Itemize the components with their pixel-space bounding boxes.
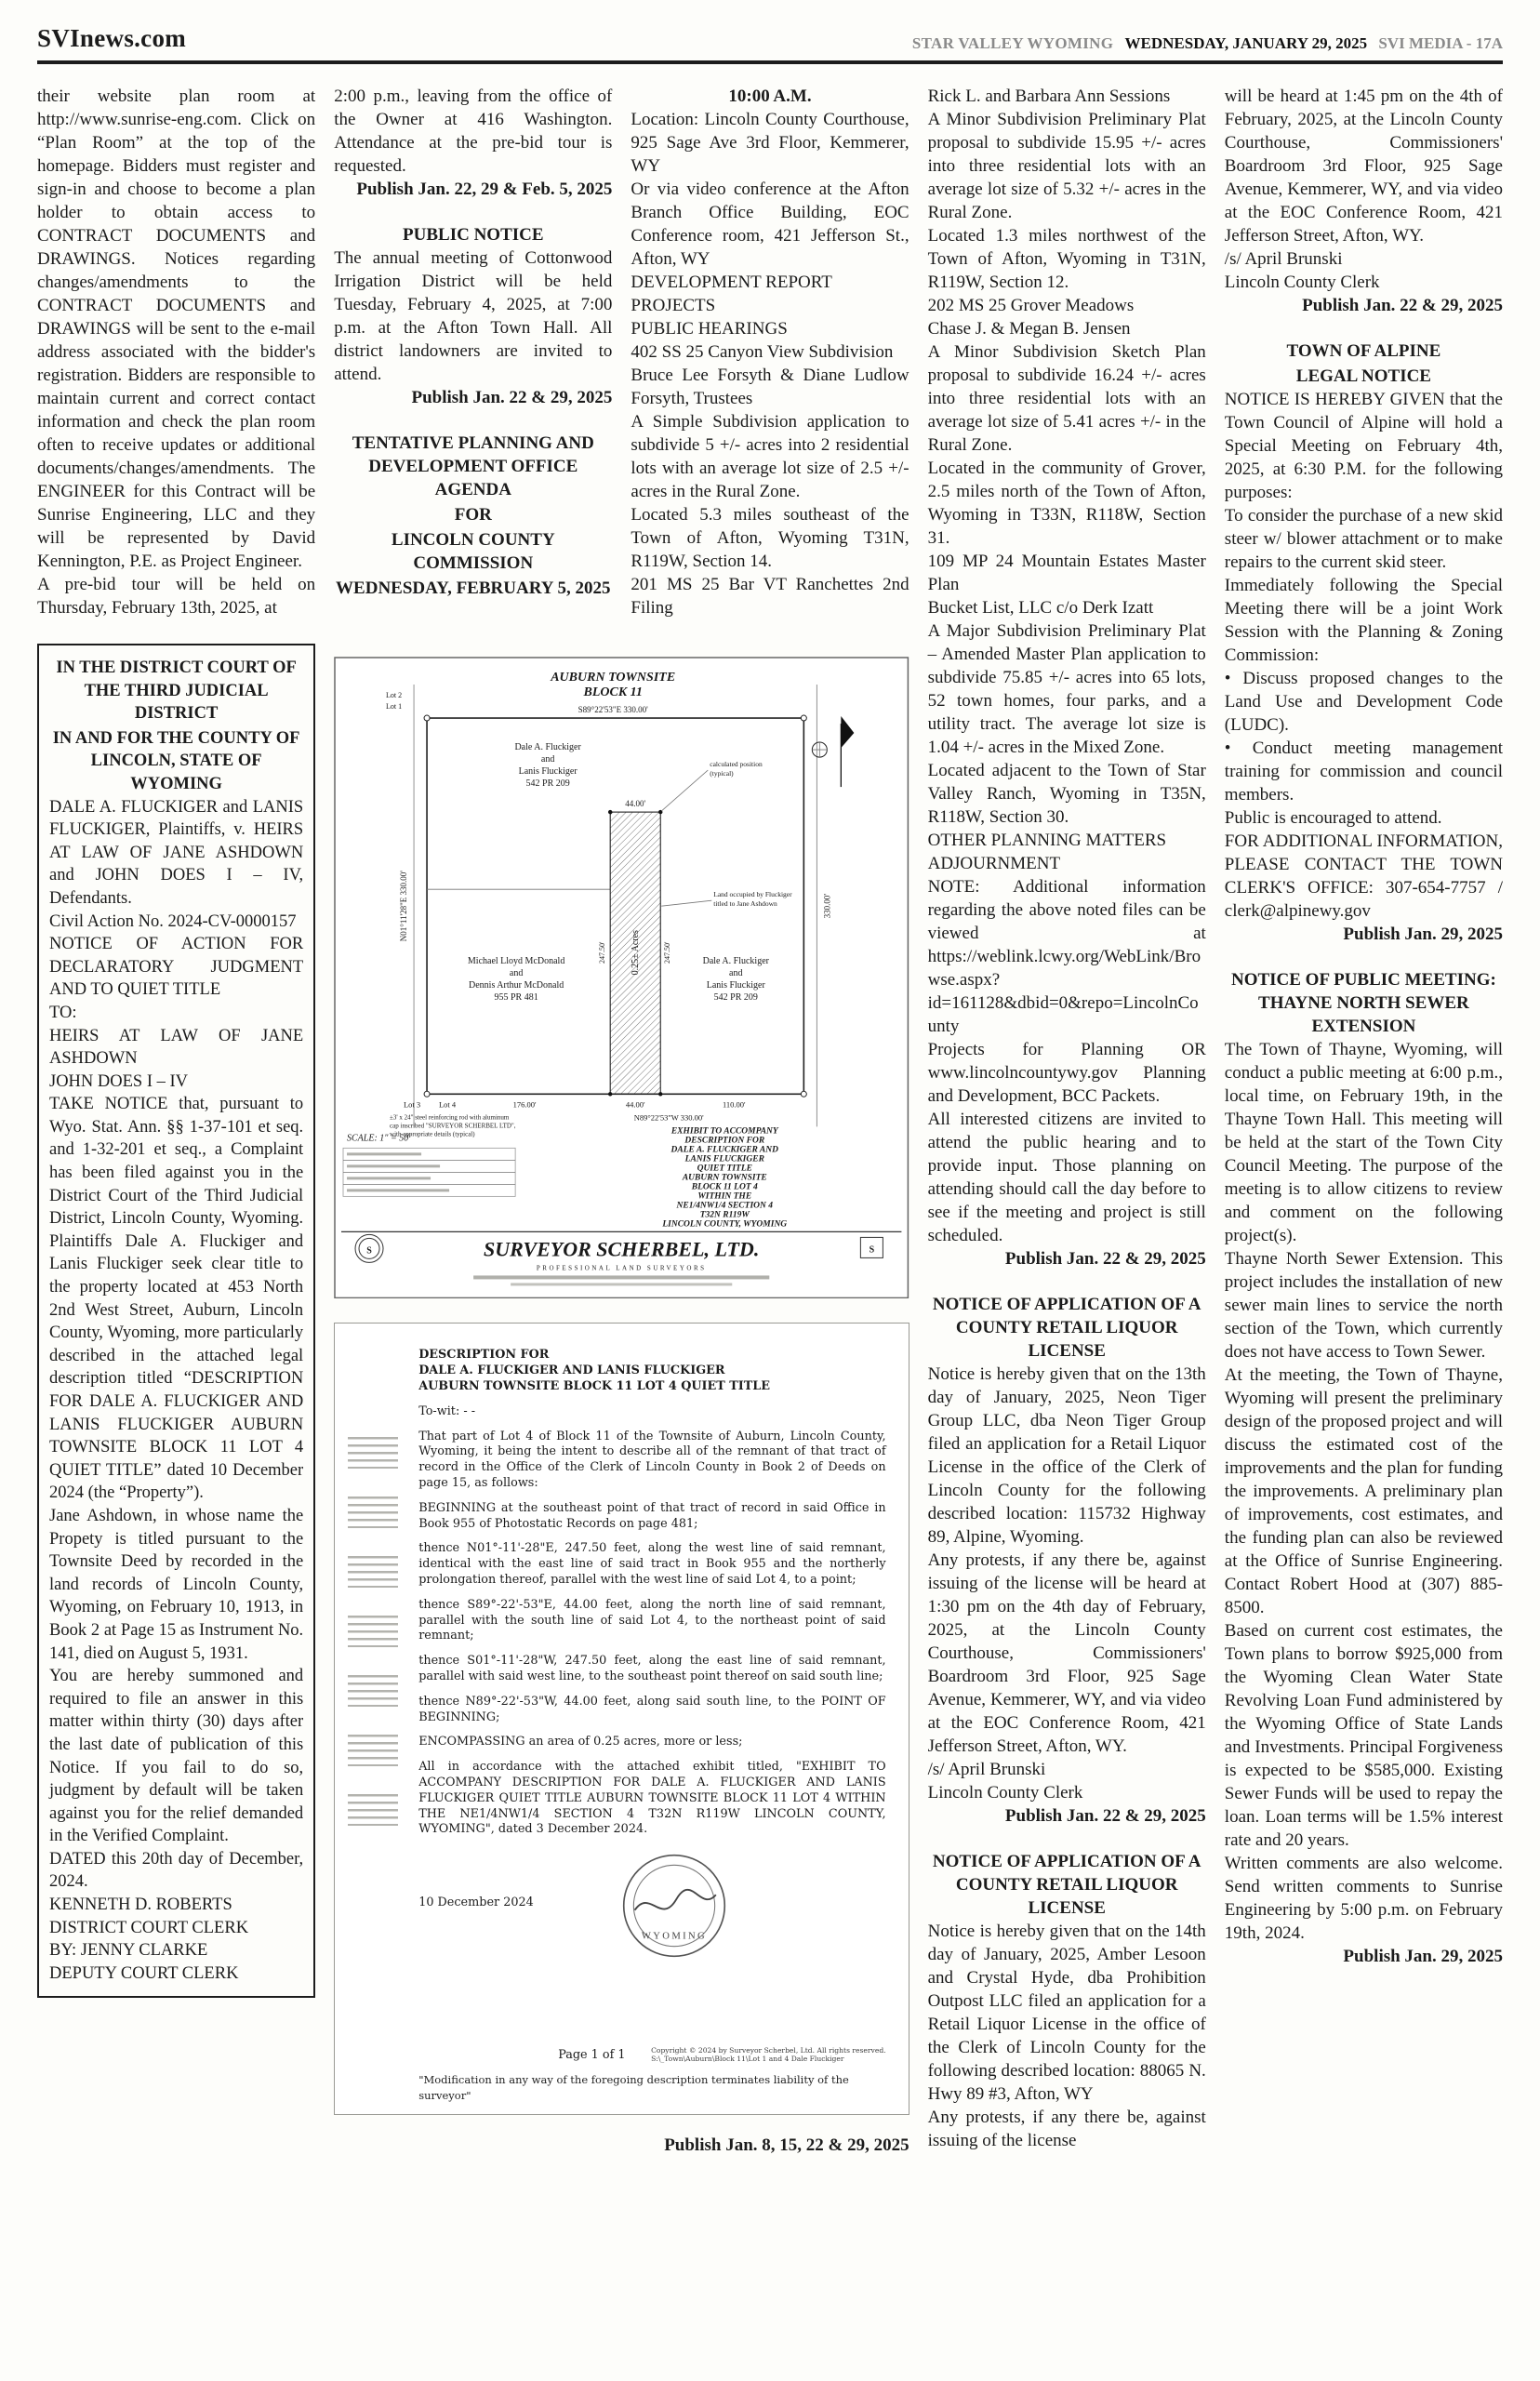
- owner-line: Lanis Fluckiger: [518, 766, 578, 778]
- notice-paragraph: Chase J. & Megan B. Jensen: [927, 319, 1131, 339]
- notice-paragraph: DEVELOPMENT REPORT: [631, 273, 832, 292]
- notice-paragraph: Based on current cost estimates, the Town plans to borrow $925,000 from the Wyoming Clean Water State Revolving Loan Fund administered by the Wyoming Office of State Lands and Investments. Principal Forgiveness is expected to be $585,000. Existing Sewer Funds will be used to repay the loan. Loan terms will be 1.5% interest rate and 20 years.: [1224, 1621, 1503, 1850]
- publish-line: Publish Jan. 29, 2025: [1343, 1947, 1503, 1966]
- notice-paragraph: Notice is hereby given that on the 13th day of January, 2025, Neon Tiger Group LLC, dba Neon Tiger Group filed an application for a Retail Liquor License in the office of the Clerk of Lincoln County for the following described location: 115732 Highway 89, Alpine, Wyoming.: [927, 1364, 1206, 1547]
- notice-heading: TOWN OF ALPINE: [1286, 341, 1441, 361]
- description-paragraph: thence N01°-11'-28"E, 247.50 feet, along the west line of said remnant, identical with the east line of said tract in Book 955 and the northerly prolongation thereof, parallel with the west line of said Lot 4, to a point;: [418, 1541, 886, 1588]
- notice-paragraph: Bruce Lee Forsyth & Diane Ludlow Forsyth, Trustees: [631, 366, 909, 408]
- notice-paragraph: 202 MS 25 Grover Meadows: [927, 296, 1135, 315]
- strip-side-dim-east: 247.50': [663, 941, 672, 964]
- header-location: STAR VALLEY WYOMING: [911, 34, 1114, 52]
- owner-line: 542 PR 209: [525, 778, 570, 790]
- parcel-corner: [608, 810, 612, 814]
- description-text: [405, 1348, 889, 2103]
- strip-width-dim: 44.00': [625, 799, 646, 809]
- exhibit-line: WITHIN THE: [697, 1191, 752, 1202]
- notice-paragraph: At the meeting, the Town of Thayne, Wyoming will present the preliminary design of the proposed project and will discuss the estimated cost of the improvements and the plan for funding the improvements. A preliminary plan of improvements, cost estimates, and the funding plan can also be reviewed at the Office of Sunrise Engineering. Contact Robert Hood at (307) 885-8500.: [1224, 1365, 1503, 1617]
- notice-paragraph: FOR ADDITIONAL INFORMATION, PLEASE CONTACT THE TOWN CLERK'S OFFICE: 307-654-7757 / clerk@alpinewy.gov: [1224, 831, 1503, 921]
- notice-paragraph: Located in the community of Grover, 2.5 miles north of the Town of Afton, Wyoming in T33N, R118W, Section 31.: [927, 459, 1206, 548]
- notice-paragraph: KENNETH D. ROBERTS: [49, 1895, 232, 1915]
- publish-line: Publish Jan. 22 & 29, 2025: [1302, 296, 1503, 315]
- notice-paragraph: /s/ April Brunski: [1224, 249, 1343, 269]
- illegible-text-block: [348, 1437, 398, 1469]
- column-2: [334, 85, 612, 619]
- lot-label: Lot 1: [386, 702, 403, 712]
- address-line-bar: [473, 1275, 769, 1279]
- owner-line: and: [510, 968, 524, 979]
- publish-line: Publish Jan. 8, 15, 22 & 29, 2025: [664, 2135, 909, 2156]
- description-document: [334, 1323, 909, 2115]
- notice-heading: LINCOLN COUNTY COMMISSION: [391, 530, 555, 573]
- strip-side-dim-west: 247.50': [598, 941, 607, 964]
- notice-paragraph: Located 5.3 miles southeast of the Town of Afton, Wyoming T31N, R119W, Section 14.: [631, 505, 909, 571]
- description-paragraph: thence N89°-22'-53"W, 44.00 feet, along said south line, to the POINT OF BEGINNING;: [418, 1694, 886, 1724]
- publish-line: Publish Jan. 22 & 29, 2025: [411, 388, 613, 407]
- notice-paragraph: /s/ April Brunski: [927, 1760, 1046, 1779]
- dim-segment: 176.00': [512, 1099, 537, 1110]
- plat-title: AUBURN TOWNSITE: [551, 671, 676, 685]
- notice-paragraph: Any protests, if any there be, against issuing of the license will be heard at 1:30 pm on the 4th day of February, 2025, at the Lincoln County Courthouse, Commissioners' Boardroom 3rd Floor, 925 Sage Avenue, Kemmerer, WY, and via video at the EOC Conference Room, 421 Jefferson Street, Afton, WY.: [927, 1550, 1206, 1756]
- legal-notices-content: [37, 85, 1503, 2156]
- notice-heading: WEDNESDAY, FEBRUARY 5, 2025: [336, 579, 611, 598]
- strip-area-label: 0.25± Acres: [631, 930, 642, 976]
- notice-paragraph: You are hereby summoned and required to file an answer in this matter within thirty (30) days after the last date of publication of this Notice. If you fail to do so, judgment by default will be taken against you for the relief demanded in the Verified Complaint.: [49, 1667, 304, 1846]
- description-paragraph: thence S89°-22'-53"E, 44.00 feet, along the north line of said remnant, parallel with the south line of said Lot 4, to the northeast point of said remnant;: [418, 1597, 886, 1643]
- notice-paragraph: 201 MS 25 Bar VT Ranchettes 2nd Filing: [631, 575, 909, 618]
- date-and-stamp-row: [418, 1864, 885, 1964]
- owner-line: Dale A. Fluckiger: [514, 742, 582, 753]
- corner-monument: [802, 1091, 807, 1097]
- notice-paragraph: Or via video conference at the Afton Branch Office Building, EOC Conference room, 421 Jefferson St., Afton, WY: [631, 180, 909, 269]
- parcel-corner: [608, 1092, 612, 1096]
- note-line: Land occupied by Fluckiger: [713, 890, 792, 899]
- surveyor-firm-subtitle: PROFESSIONAL LAND SURVEYORS: [537, 1264, 707, 1272]
- exhibit-line: QUIET TITLE: [697, 1164, 753, 1174]
- notice-paragraph: A pre-bid tour will be held on Thursday, February 13th, 2025, at: [37, 575, 316, 618]
- site-name: SVInews.com: [37, 24, 187, 52]
- notice-heading: NOTICE OF APPLICATION OF A COUNTY RETAIL LIQUOR LICENSE: [932, 1852, 1201, 1918]
- notice-heading: LEGAL NOTICE: [1295, 366, 1431, 386]
- notice-paragraph: DATED this 20th day of December, 2024.: [49, 1849, 304, 1892]
- page-header: [37, 0, 1503, 60]
- lot-label: Lot 3: [404, 1099, 421, 1110]
- description-heading: DESCRIPTION FOR: [418, 1348, 550, 1363]
- note-line: with appropriate details (typical): [390, 1130, 475, 1138]
- illegible-text-block: [348, 1675, 398, 1707]
- notice-paragraph: Located 1.3 miles northwest of the Town of Afton, Wyoming in T31N, R119W, Section 12.: [927, 226, 1206, 292]
- plat-title-2: BLOCK 11: [583, 685, 644, 700]
- column-3: [631, 85, 909, 619]
- notice-paragraph: A Minor Subdivision Preliminary Plat proposal to subdivide 15.95 +/- acres into three residential lots with an average lot size of 5.32 +/- acres in the Rural Zone.: [927, 110, 1206, 222]
- signature-squiggle: [635, 1890, 716, 1910]
- header-edition: SVI MEDIA - 17A: [1378, 34, 1503, 52]
- note-line: titled to Jane Ashdown: [713, 899, 778, 909]
- owner-line: 542 PR 209: [713, 992, 759, 1004]
- description-heading: DALE A. FLUCKIGER AND LANIS FLUCKIGER: [418, 1363, 725, 1378]
- description-heading: AUBURN TOWNSITE BLOCK 11 LOT 4 QUIET TITLE: [418, 1379, 771, 1394]
- towit-line: To-wit: - -: [418, 1403, 476, 1418]
- notice-paragraph: 109 MP 24 Mountain Estates Master Plan: [927, 552, 1206, 594]
- exhibit-line: NE1/4NW1/4 SECTION 4: [676, 1201, 774, 1211]
- notice-paragraph: PROJECTS: [631, 296, 716, 315]
- exhibit-line: DESCRIPTION FOR: [684, 1136, 765, 1146]
- header-meta: [912, 34, 1503, 53]
- notice-paragraph: Bucket List, LLC c/o Derk Izatt: [927, 598, 1154, 618]
- illegible-text-block: [348, 1616, 398, 1647]
- description-paragraph: All in accordance with the attached exhibit titled, "EXHIBIT TO ACCOMPANY DESCRIPTION FOR DALE A. FLUCKIGER AND LANIS FLUCKIGER QUIET TITLE AUBURN TOWNSITE BLOCK 11 LOT 4 WITHIN THE NE1/4NW1/4 SECTION 4 T32N R119W LINCOLN COUNTY, WYOMING", dated 3 December 2024.: [418, 1760, 886, 1837]
- notice-paragraph: DISTRICT COURT CLERK: [49, 1918, 249, 1937]
- notice-paragraph: NOTE: Additional information regarding the above noted files can be viewed at https://weblink.lcwy.org/WebLink/Browse.aspx?id=161128&dbid=0&repo=LincolnCounty: [927, 877, 1206, 1036]
- dim-segment: 110.00': [723, 1099, 746, 1110]
- notice-heading: FOR: [454, 505, 492, 525]
- column-1: [37, 85, 315, 2156]
- illegible-text-block: [348, 1735, 398, 1766]
- owner-line: and: [729, 968, 743, 979]
- exhibit-line: T32N R119W: [699, 1210, 750, 1220]
- description-footer: [418, 2046, 885, 2064]
- exhibit-line: DALE A. FLUCKIGER AND: [670, 1145, 779, 1155]
- address-line-bar: [511, 1283, 732, 1285]
- publish-line: Publish Jan. 22 & 29, 2025: [1004, 1806, 1206, 1826]
- notice-paragraph: BY: JENNY CLARKE: [49, 1941, 208, 1961]
- notice-paragraph: Thayne North Sewer Extension. This project includes the installation of new sewer main lines to service the north section of the Town, which currently does not have access to Town Sewer.: [1224, 1249, 1503, 1362]
- notice-paragraph: DEPUTY COURT CLERK: [49, 1963, 239, 1983]
- parcel-corner: [658, 1092, 662, 1096]
- illegible-text-block: [348, 1794, 398, 1826]
- publish-line: Publish Jan. 22, 29 & Feb. 5, 2025: [356, 180, 613, 199]
- illegible-text-block: [348, 1496, 398, 1528]
- notice-paragraph: Public is encouraged to attend.: [1224, 808, 1442, 828]
- exhibit-line: AUBURN TOWNSITE: [683, 1173, 767, 1183]
- corner-monument: [424, 1091, 430, 1097]
- column-5: [1225, 85, 1503, 2156]
- notice-paragraph: Written comments are also welcome. Send written comments to Sunrise Engineering by 5:00 p.m. on February 19th, 2024.: [1224, 1854, 1503, 1943]
- note-line: cap inscribed "SURVEYOR SCHERBEL LTD",: [390, 1122, 516, 1130]
- notice-paragraph: 2:00 p.m., leaving from the office of the Owner at 416 Washington. Attendance at the pre-bid tour is requested.: [334, 86, 613, 176]
- header-date: WEDNESDAY, JANUARY 29, 2025: [1124, 34, 1368, 52]
- notice-paragraph: OTHER PLANNING MATTERS: [927, 831, 1167, 850]
- notice-heading: IN THE DISTRICT COURT OF THE THIRD JUDICIAL DISTRICT: [56, 658, 297, 724]
- corner-monument: [802, 715, 807, 721]
- notice-paragraph: 402 SS 25 Canyon View Subdivision: [631, 342, 894, 362]
- note-line: (typical): [710, 769, 734, 778]
- surveyor-firm-name: SURVEYOR SCHERBEL, LTD.: [484, 1237, 760, 1261]
- notice-paragraph: A Minor Subdivision Sketch Plan proposal to subdivide 16.24 +/- acres into three residential lots with an average lot size of 5.41 acres +/- in the Rural Zone.: [927, 342, 1206, 455]
- notice-paragraph: Rick L. and Barbara Ann Sessions: [927, 86, 1171, 106]
- stamp-state-label: WYOMING: [642, 1931, 708, 1942]
- notice-paragraph: PUBLIC HEARINGS: [631, 319, 788, 339]
- owner-line: 955 PR 481: [494, 992, 538, 1004]
- notice-paragraph: TO:: [49, 1003, 77, 1022]
- notice-paragraph: Lincoln County Clerk: [1224, 273, 1380, 292]
- crest-initial: S: [366, 1245, 372, 1257]
- exhibit-line: LINCOLN COUNTY, WYOMING: [662, 1219, 788, 1230]
- notice-paragraph: Immediately following the Special Meeting there will be a joint Work Session with the Planning & Zoning Commission:: [1224, 576, 1503, 665]
- notice-paragraph: The Town of Thayne, Wyoming, will conduct a public meeting at 6:00 p.m., local time, on February 19th, in the Thayne Town Hall. This meeting will be held at the start of the Town City Council Meeting. The purpose of the meeting is to allow citizens to review and comment on the following project(s).: [1224, 1040, 1503, 1245]
- description-paragraph: BEGINNING at the southeast point of that tract of record in said Office in Book 955 of Photostatic Records on page 481;: [418, 1500, 886, 1531]
- notice-heading: NOTICE OF APPLICATION OF A COUNTY RETAIL LIQUOR LICENSE: [932, 1295, 1201, 1361]
- note-line: calculated position: [710, 760, 763, 769]
- column-4: [928, 85, 1206, 2156]
- surveyor-disclaimer: "Modification in any way of the foregoing description terminates liability of the surveyor": [418, 2072, 849, 2102]
- notice-paragraph: Civil Action No. 2024-CV-0000157: [49, 911, 297, 931]
- dim-segment: 44.00': [626, 1099, 645, 1110]
- notice-heading: 10:00 A.M.: [728, 86, 812, 106]
- notice-paragraph: The annual meeting of Cottonwood Irrigation District will be held Tuesday, February 4, 2025, at 7:00 p.m. at the Afton Town Hall. All district landowners are invited to attend.: [334, 248, 613, 384]
- owner-line: Lanis Fluckiger: [706, 980, 765, 991]
- page-count: Page 1 of 1: [558, 2048, 626, 2063]
- notice-paragraph: DALE A. FLUCKIGER and LANIS FLUCKIGER, Plaintiffs, v. HEIRS AT LAW OF JANE ASHDOWN and JOHN DOES I – IV, Defendants.: [49, 797, 304, 908]
- notice-paragraph: Notice is hereby given that on the 14th day of January, 2025, Amber Lesoon and Crystal Hyde, dba Prohibition Outpost LLC filed an application for a Retail Liquor License in the office of the Clerk of Lincoln County for the following described location: 88065 N. Hwy 89 #3, Afton, WY: [927, 1922, 1206, 2104]
- survey-plat-exhibit: [334, 657, 909, 1298]
- description-paragraph: ENCOMPASSING an area of 0.25 acres, more or less;: [418, 1735, 743, 1749]
- notice-paragraph: TAKE NOTICE that, pursuant to Wyo. Stat. Ann. §§ 1-37-101 et seq. and 1-32-201 et seq., a Complaint has been filed against you in the District Court of the Third Judicial District, Lincoln County, Wyoming. Plaintiffs Dale A. Fluckiger and Lanis Fluckiger seek clear title to the property located at 453 North 2nd West Street, Auburn, Lincoln County, Wyoming, more particularly described in the attached legal description titled “DESCRIPTION FOR DALE A. FLUCKIGER AND LANIS FLUCKIGER AUBURN TOWNSITE BLOCK 11 LOT 4 QUIET TITLE” dated 10 December 2024 (the “Property”).: [49, 1095, 304, 1503]
- notice-paragraph: Located adjacent to the Town of Star Valley Ranch, Wyoming in T35N, R118W, Section 30.: [927, 761, 1206, 827]
- bid-notice-continuation: [37, 85, 315, 619]
- note-line: ±3' x 24" steel reinforcing rod with aluminum: [390, 1113, 510, 1122]
- owner-line: Dale A. Fluckiger: [702, 956, 770, 967]
- copyright-block: [651, 2046, 886, 2064]
- surveyor-stamp-icon: [619, 1851, 729, 1961]
- exhibit-line: LANIS FLUCKIGER: [684, 1154, 765, 1164]
- owner-line: and: [541, 754, 555, 765]
- auburn-plat-notice: [334, 657, 909, 2156]
- notice-paragraph: HEIRS AT LAW OF JANE ASHDOWN: [49, 1026, 304, 1069]
- scale-label: SCALE: 1" = 50': [347, 1133, 411, 1144]
- header-rule: [37, 60, 1503, 64]
- owner-line: Dennis Arthur McDonald: [469, 980, 564, 991]
- lot-label: Lot 2: [386, 691, 403, 700]
- exhibit-line: EXHIBIT TO ACCOMPANY: [671, 1126, 778, 1137]
- district-court-notice: [37, 644, 315, 1998]
- notice-paragraph: ADJOURNMENT: [927, 854, 1061, 873]
- file-path: S:\_Town\Auburn\Block 11\Lot 1 and 4 Dale Fluckiger: [651, 2055, 844, 2064]
- description-date: 10 December 2024: [418, 1895, 534, 1910]
- description-paragraph: That part of Lot 4 of Block 11 of the Townsite of Auburn, Lincoln County, Wyoming, it being the intent to describe all of the remnant of that tract of record in the Office of the Clerk of Lincoln County in Book 2 of Deeds on page 15, as follows:: [418, 1429, 886, 1491]
- exhibit-line: BLOCK 11 LOT 4: [691, 1182, 758, 1192]
- monument-symbol-icon: [813, 742, 828, 757]
- notice-heading: PUBLIC NOTICE: [403, 225, 544, 245]
- owner-line: Michael Lloyd McDonald: [468, 956, 565, 967]
- notice-paragraph: JOHN DOES I – IV: [49, 1071, 189, 1091]
- illegible-text-block: [348, 1556, 398, 1588]
- surveyor-info-sidebar: [348, 1348, 405, 2103]
- notice-paragraph: Location: Lincoln County Courthouse, 925 Sage Ave 3rd Floor, Kemmerer, WY: [631, 110, 909, 176]
- plat-top-bearing: S89°22'53"E 330.00': [578, 705, 648, 715]
- notice-paragraph: NOTICE OF ACTION FOR DECLARATORY JUDGMENT AND TO QUIET TITLE: [49, 935, 304, 1000]
- publish-line: Publish Jan. 29, 2025: [1343, 924, 1503, 944]
- west-bearing: N01°11'28"E 330.00': [399, 871, 409, 942]
- notice-paragraph: A Major Subdivision Preliminary Plat – Amended Master Plan application to subdivide 75.85 +/- acres into 65 lots, 52 town homes, four parks, and a utility tract. The average lot size is 1.04 +/- acres in the Mixed Zone.: [927, 621, 1206, 757]
- description-paragraph: thence S01°-11'-28"W, 247.50 feet, along the east line of said remnant, parallel with said west line, to the southeast point thereof on said south line;: [418, 1654, 886, 1683]
- notice-paragraph: Projects for Planning OR www.lincolncountywy.gov Planning and Development, BCC Packets.: [927, 1040, 1206, 1106]
- notice-paragraph: • Discuss proposed changes to the Land Use and Development Code (LUDC).: [1224, 669, 1503, 735]
- notice-paragraph: • Conduct meeting management training for commission and council members.: [1224, 738, 1503, 805]
- notice-paragraph: their website plan room at http://www.sunrise-eng.com. Click on “Plan Room” at the top of the homepage. Bidders must register and sign-in and choose to become a plan holder to obtain access to CONTRACT DOCUMENTS and DRAWINGS. Notices regarding changes/amendments to the CONTRACT DOCUMENTS and DRAWINGS will be sent to the e-mail address associated with the bidder's registration. Bidders are responsible to maintain current and correct contact information and check the plan room often to receive updates or additional documents/changes/amendments. The ENGINEER for this Contract will be Sunrise Engineering, LLC and they will be represented by David Kennington, P.E. as Project Engineer.: [37, 86, 316, 571]
- notice-heading: TENTATIVE PLANNING AND DEVELOPMENT OFFICE AGENDA: [352, 433, 594, 499]
- corner-monument: [424, 715, 430, 721]
- notice-paragraph: Lincoln County Clerk: [927, 1783, 1083, 1802]
- notice-paragraph: Jane Ashdown, in whose name the Propety is titled pursuant to the Townsite Deed by recorded in the land records of Lincoln County, Wyoming, on February 10, 1913, in Book 2 at Page 15 as Instrument No. 141, died on August 5, 1931.: [49, 1506, 304, 1663]
- bottom-bearing: N89°22'53"W 330.00': [633, 1112, 704, 1123]
- publish-line: Publish Jan. 22 & 29, 2025: [1004, 1249, 1206, 1269]
- logo-initial: S: [869, 1244, 875, 1256]
- notice-paragraph: A Simple Subdivision application to subdivide 5 +/- acres into 2 residential lots with an average lot size of 2.5 +/- acres in the Rural Zone.: [631, 412, 909, 501]
- notice-paragraph: To consider the purchase of a new skid steer w/ blower attachment or to make repairs to the current skid steer.: [1224, 506, 1503, 572]
- notice-heading: NOTICE OF PUBLIC MEETING: THAYNE NORTH SEWER EXTENSION: [1230, 970, 1496, 1036]
- notice-paragraph: will be heard at 1:45 pm on the 4th of February, 2025, at the Lincoln County Courthouse, Commissioners' Boardroom 3rd Floor, 925 Sage Avenue, Kemmerer, WY, and via video at the EOC Conference Room, 421 Jefferson Street, Afton, WY.: [1224, 86, 1503, 246]
- notice-paragraph: Any protests, if any there be, against issuing of the license: [927, 2108, 1206, 2150]
- copyright-line: Copyright © 2024 by Surveyor Scherbel, Ltd. All rights reserved.: [651, 2045, 886, 2055]
- notice-paragraph: NOTICE IS HEREBY GIVEN that the Town Council of Alpine will hold a Special Meeting on February 4th, 2025, at 6:30 P.M. for the following purposes:: [1224, 390, 1503, 502]
- notice-paragraph: All interested citizens are invited to attend the public hearing and to provide input. Those planning on attending should call the day before to see if the meeting and project is still scheduled.: [927, 1110, 1206, 1245]
- east-dimension: 330.00': [822, 893, 832, 919]
- notice-heading: IN AND FOR THE COUNTY OF LINCOLN, STATE OF WYOMING: [52, 728, 300, 793]
- lot-label: Lot 4: [439, 1099, 457, 1110]
